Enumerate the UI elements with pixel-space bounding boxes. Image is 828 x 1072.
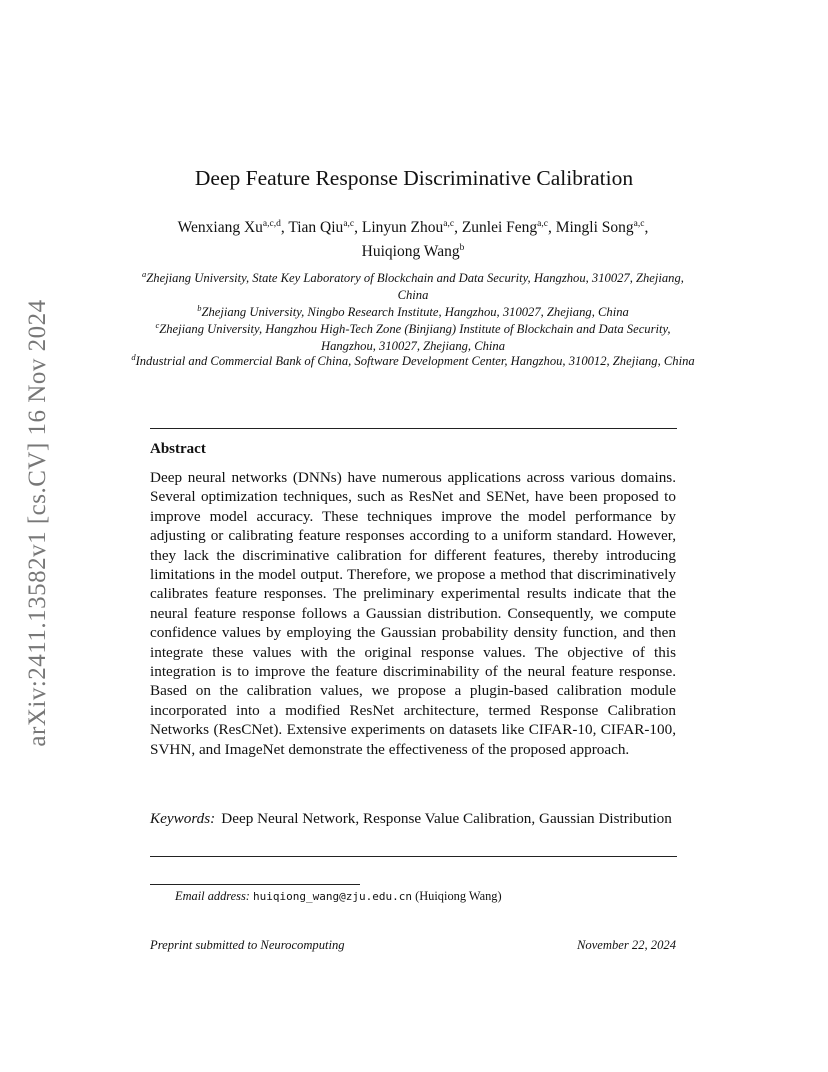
author-affiliation-mark: a,c bbox=[343, 219, 355, 229]
footnote-person: (Huiqiong Wang) bbox=[415, 889, 502, 903]
abstract-body: Deep neural networks (DNNs) have numerous applications across various domains. Several optimization techniques, such as ResNet and SENet, have been proposed to improve model accuracy. These techniques improve the model performance by adjusting or calibrating feature responses according to a uniform standard. However, they lack the discriminative calibration for different features, thereby introducing limitations in the model output. Therefore, we propose a method that discriminatively calibrates feature responses. The preliminary experimental results indicate that the neural feature response follows a Gaussian distribution. Consequently, we compute confidence values by employing the Gaussian probability density function, and then integrate these values with the original response values. The objective of this integration is to improve the feature discriminability of the neural feature response. Based on the calibration values, we propose a plugin-based calibration module incorporated into a modified ResNet architecture, termed Response Calibration Networks (ResCNet). Extensive experiments on datasets like CIFAR-10, CIFAR-100, SVHN, and ImageNet demonstrate the effectiveness of the proposed approach. bbox=[150, 469, 676, 758]
arxiv-identifier-stamp: arXiv:2411.13582v1 [cs.CV] 16 Nov 2024 bbox=[24, 299, 51, 747]
affiliation-text: Zhejiang University, Hangzhou High-Tech Zone (Binjiang) Institute of Blockchain and Data Security, Hangzhou, 310027, Zhejiang, China bbox=[159, 322, 671, 354]
author-name: Wenxiang Xu bbox=[177, 219, 263, 237]
author-name: Linyun Zhou bbox=[361, 219, 444, 237]
abstract-heading: Abstract bbox=[150, 441, 206, 457]
author-affiliation-mark: a,c bbox=[537, 219, 548, 229]
footnote-email[interactable]: huiqiong_wang@zju.edu.cn bbox=[253, 890, 412, 903]
affiliation-text: Industrial and Commercial Bank of China, Software Development Center, Hangzhou, 310012, Zhejiang, China bbox=[135, 354, 695, 369]
affiliation-mark: d bbox=[131, 352, 136, 362]
keywords bbox=[150, 809, 676, 828]
affiliation-text: Zhejiang University, Ningbo Research Institute, Hangzhou, 310027, Zhejiang, China bbox=[201, 305, 629, 320]
affiliation-d bbox=[130, 349, 696, 370]
footnote bbox=[175, 889, 502, 904]
author-affiliation-mark: b bbox=[459, 243, 465, 254]
author-name: Mingli Song bbox=[555, 219, 634, 237]
preprint-note: Preprint submitted to Neurocomputing bbox=[150, 938, 345, 952]
footer-date: November 22, 2024 bbox=[577, 938, 676, 952]
footnote-rule bbox=[150, 884, 360, 885]
author-affiliation-mark: a,c bbox=[633, 219, 645, 229]
paper-title: Deep Feature Response Discriminative Calibration bbox=[194, 166, 634, 190]
keywords-label: Keywords: bbox=[150, 810, 216, 827]
footnote-label: Email address: bbox=[175, 889, 250, 903]
abstract-top-rule bbox=[150, 428, 677, 429]
author-name: Zunlei Feng bbox=[461, 219, 538, 237]
author-name: Tian Qiu bbox=[288, 219, 344, 237]
author-affiliation-mark: a,c,d bbox=[262, 219, 281, 229]
affiliation-mark: b bbox=[197, 303, 202, 313]
author-name: Huiqiong Wang bbox=[361, 243, 460, 261]
affiliation-a bbox=[130, 266, 696, 304]
affiliation-mark: a bbox=[142, 269, 147, 279]
affiliation-mark: c bbox=[155, 320, 160, 330]
author-list: Wenxiang Xu$^{a,c,d}$, Tian Qiu$^{a,c}$, Linyun Zhou$^{a,c}$, Zunlei Feng$^{a,c}$, Mingli Song$^{a,c}$, Huiqiong Wang$^b$ bbox=[177, 219, 649, 261]
author-affiliation-mark: a,c bbox=[443, 219, 455, 229]
keywords-text: Deep Neural Network, Response Value Calibration, Gaussian Distribution bbox=[221, 810, 672, 827]
affiliation-text: Zhejiang University, State Key Laboratory of Blockchain and Data Security, Hangzhou, 310027, Zhejiang, China bbox=[146, 271, 684, 303]
abstract-bottom-rule bbox=[150, 856, 677, 857]
